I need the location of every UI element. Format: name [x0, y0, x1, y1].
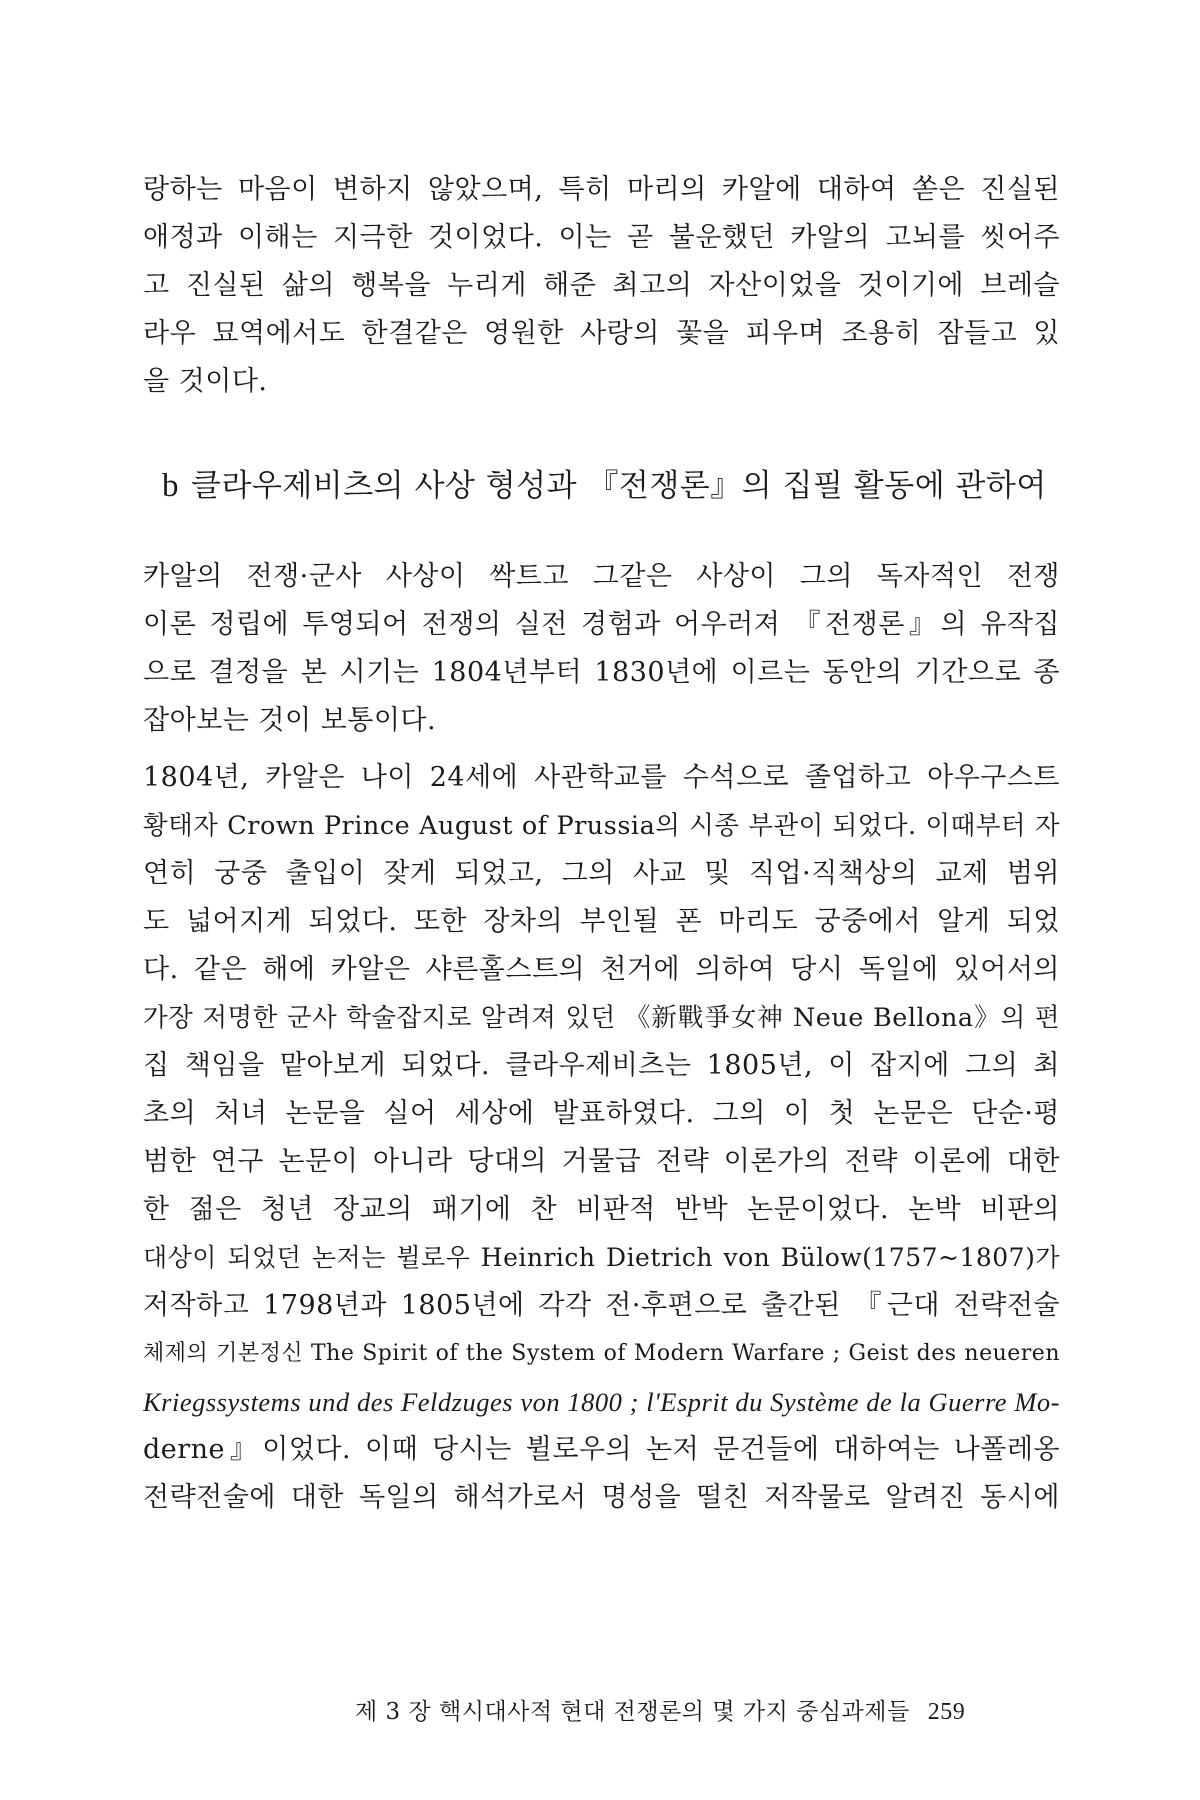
- text-line-italic: Kriegssystems und des Feldzuges von 1800 ; l'Esprit du Système de la Guerre Mo-: [143, 1387, 1060, 1417]
- text-line: 도 넓어지게 되었다. 또한 장차의 부인될 폰 마리도 궁중에서 알게 되었: [143, 906, 1060, 937]
- text-line: 라우 묘역에서도 한결같은 영원한 사랑의 꽃을 피우며 조용히 잠들고 있: [143, 318, 1060, 349]
- text-line: 을 것이다.: [143, 366, 268, 397]
- text-line: 황태자 Crown Prince August of Prussia의 시종 부관이 되었다. 이때부터 자: [143, 811, 1060, 841]
- text-line: 잡아보는 것이 보통이다.: [143, 705, 437, 736]
- text-line: 애정과 이해는 지극한 것이었다. 이는 곧 불운했던 카알의 고뇌를 씻어주: [143, 222, 1060, 253]
- section-heading: [162, 462, 1047, 510]
- paragraph-intro: [143, 553, 1060, 745]
- text-line: 다. 같은 해에 카알은 샤른홀스트의 천거에 의하여 당시 독일에 있어서의: [143, 954, 1060, 985]
- page-number: 259: [927, 1699, 966, 1725]
- text-line: 한 젊은 청년 장교의 패기에 찬 비판적 반박 논문이었다. 논박 비판의: [143, 1194, 1060, 1225]
- text-line: 저작하고 1798년과 1805년에 각각 전·후편으로 출간된 『근대 전략전술: [143, 1290, 1060, 1321]
- text-line: 집 책임을 맡아보게 되었다. 클라우제비츠는 1805년, 이 잡지에 그의 최: [143, 1050, 1060, 1081]
- text-line: derne』이었다. 이때 당시는 뷜로우의 논저 문건들에 대하여는 나폴레옹: [143, 1434, 1060, 1465]
- running-title: 제 3 장 핵시대사적 현대 전쟁론의 몇 가지 중심과제들: [355, 1699, 910, 1725]
- text-line: 연히 궁중 출입이 잦게 되었고, 그의 사교 및 직업·직책상의 교제 범위: [143, 858, 1060, 889]
- text-line: 범한 연구 논문이 아니라 당대의 거물급 전략 이론가의 전략 이론에 대한: [143, 1146, 1060, 1177]
- text-line: 전략전술에 대한 독일의 해석가로서 명성을 떨친 저작물로 알려진 동시에: [143, 1482, 1060, 1513]
- text-line: 카알의 전쟁·군사 사상이 싹트고 그같은 사상이 그의 독자적인 전쟁: [143, 561, 1060, 592]
- text-line: 대상이 되었던 논저는 뷜로우 Heinrich Dietrich von Bülow(1757~1807)가: [143, 1243, 1060, 1272]
- text-line: 이론 정립에 투영되어 전쟁의 실전 경험과 어우러져 『전쟁론』의 유작집: [143, 609, 1060, 640]
- text-line: 으로 결정을 본 시기는 1804년부터 1830년에 이르는 동안의 기간으로 종: [143, 657, 1060, 688]
- text-line: 체제의 기본정신 The Spirit of the System of Modern Warfare ; Geist des neueren: [143, 1341, 1060, 1366]
- paragraph-1804: [143, 754, 1060, 1522]
- page-footer: [355, 1694, 965, 1730]
- section-marker: b: [162, 468, 179, 504]
- section-title: 클라우제비츠의 사상 형성과 『전쟁론』의 집필 활동에 관하여: [191, 468, 1047, 504]
- text-line: 랑하는 마음이 변하지 않았으며, 특히 마리의 카알에 대하여 쏟은 진실된: [143, 174, 1060, 205]
- text-line: 1804년, 카알은 나이 24세에 사관학교를 수석으로 졸업하고 아우구스트: [143, 762, 1060, 793]
- paragraph-continuation: [143, 166, 1060, 406]
- text-line: 초의 처녀 논문을 실어 세상에 발표하였다. 그의 이 첫 논문은 단순·평: [143, 1098, 1060, 1129]
- text-line: 가장 저명한 군사 학술잡지로 알려져 있던 《新戰爭女神 Neue Bellona》의 편: [143, 1003, 1060, 1033]
- text-line: 고 진실된 삶의 행복을 누리게 해준 최고의 자산이었을 것이기에 브레슬: [143, 270, 1060, 301]
